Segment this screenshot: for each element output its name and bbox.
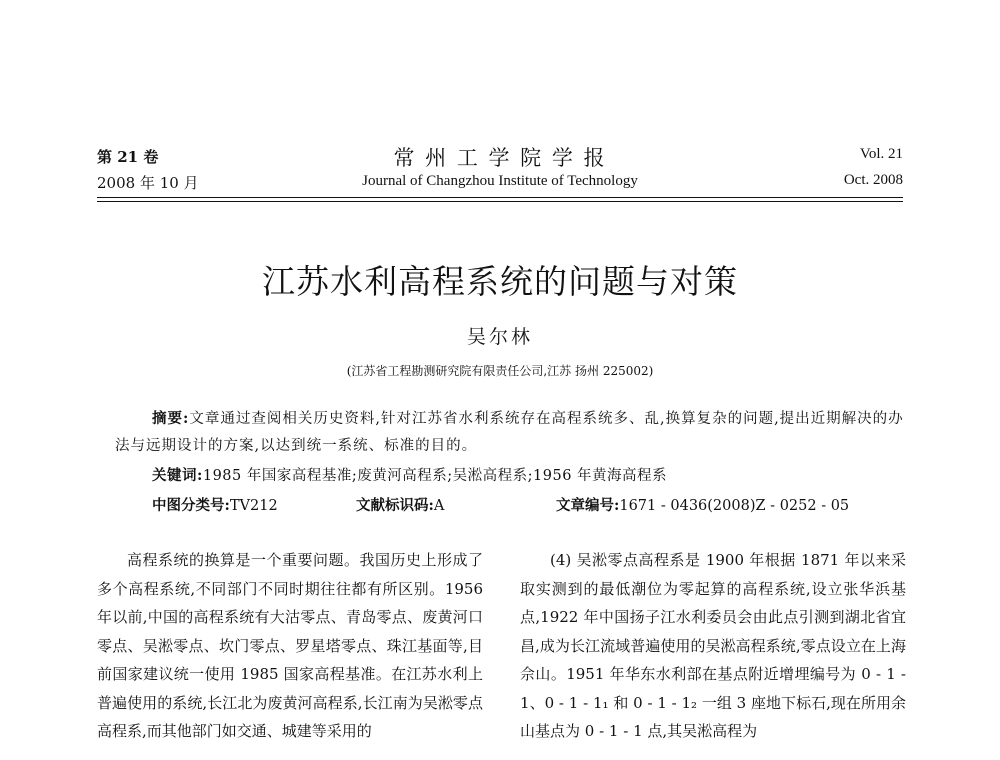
body-column-left [97,546,483,746]
keywords-text: 1985 年国家高程基准;废黄河高程系;吴淞高程系;1956 年黄海高程系 [202,468,668,484]
article-number [556,494,849,515]
abstract-text: 文章通过查阅相关历史资料,针对江苏省水利系统存在高程系统多、乱,换算复杂的问题,提出近期解决的办法与远期设计的方案,以达到统一系统、标准的目的。 [115,411,904,454]
document-code [356,494,444,515]
articleno-value: 1671 - 0436(2008)Z - 0252 - 05 [619,498,850,514]
keywords [152,464,667,485]
volume-label: 第 21 卷 [97,148,159,166]
doccode-label: 文献标识码: [356,497,434,514]
affiliation: (江苏省工程勘测研究院有限责任公司,江苏 扬州 225002) [346,364,654,378]
body-paragraph: 高程系统的换算是一个重要问题。我国历史上形成了多个高程系统,不同部门不同时期往往都有所区别。1956 年以前,中国的高程系统有大沽零点、青岛零点、废黄河口零点、吴淞零点、坎门零点、罗星塔零点、珠江基面等,目前国家建议统一使用 1985 国家高程基准。在江苏水利上普遍使用的系统,长江北为废黄河高程系,长江南为吴淞零点高程系,而其他部门如交通、城建等采用的 [97,551,483,740]
body-paragraph: (4) 吴淞零点高程系是 1900 年根据 1871 年以来采取实测到的最低潮位为零起算的高程系统,设立张华浜基点,1922 年中国扬子江水利委员会由此点引测到湖北省宜昌,成为长江流域普遍使用的吴淞高程系统,零点设立在上海佘山。1951 年华东水利部在基点附近增埋编号为 0 - 1 - 1、0 - 1 - 1₁ 和 0 - 1 - 1₂ 一组 3 座地下标石,现在所用余山基点为 0 - 1 - 1 点,其吴淞高程为 [520,551,906,740]
articleno-label: 文章编号: [556,497,620,514]
header-rule-bottom [97,201,903,202]
header-rule-top [97,197,903,198]
volume-en: Vol. 21 [859,146,903,162]
clc-label: 中图分类号: [152,497,230,514]
body-column-right [520,546,906,746]
abstract [115,405,905,460]
keywords-label: 关键词: [152,467,203,484]
doccode-value: A [433,498,445,514]
journal-name-en: Journal of Changzhou Institute of Technology [362,173,638,189]
date-en: Oct. 2008 [843,172,903,188]
clc-number [152,494,278,515]
journal-name-cn: 常 州 工 学 院 学 报 [393,146,607,170]
author-name: 吴尔林 [466,326,533,348]
abstract-label: 摘要: [152,410,190,427]
article-title: 江苏水利高程系统的问题与对策 [262,262,738,301]
issue-date: 2008 年 10 月 [97,174,199,192]
clc-value: TV212 [229,498,278,514]
